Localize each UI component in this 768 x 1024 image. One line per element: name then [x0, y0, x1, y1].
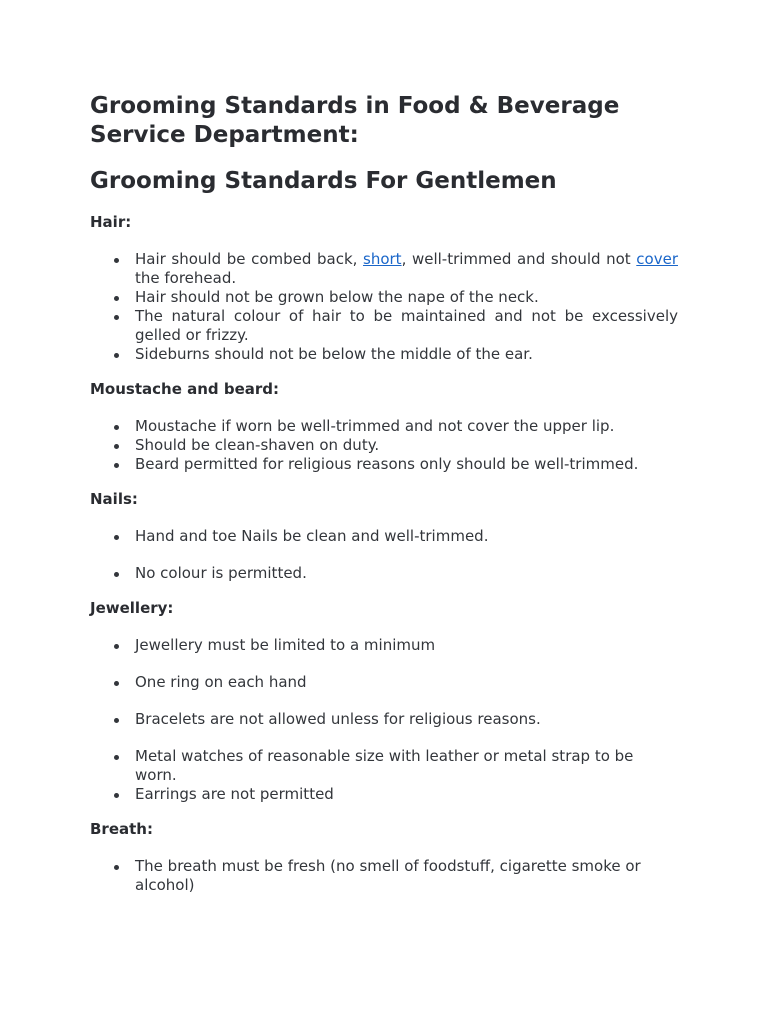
list-item-text: Hair should be combed back, [135, 250, 364, 268]
document-body [90, 92, 678, 895]
list-item: Beard permitted for religious reasons only should be well-trimmed. [135, 455, 678, 474]
list-item: Bracelets are not allowed unless for religious reasons. [135, 710, 678, 729]
list-item: One ring on each hand [135, 673, 678, 692]
jewellery-list [90, 636, 678, 804]
list-item: Jewellery must be limited to a minimum [135, 636, 678, 655]
list-item: Metal watches of reasonable size with leather or metal strap to be worn. [135, 747, 678, 785]
link-short[interactable]: short [363, 250, 402, 268]
page-title: Grooming Standards in Food & Beverage Service Department: [90, 93, 620, 148]
list-item-text: , well-trimmed and should not [401, 250, 637, 268]
link-cover[interactable]: cover [636, 250, 678, 268]
list-item: Moustache if worn be well-trimmed and not cover the upper lip. [135, 417, 678, 436]
section-heading-nails: Nails: [90, 490, 138, 508]
list-item-text: the forehead. [135, 269, 237, 287]
hair-list [90, 250, 678, 364]
nails-list [90, 527, 678, 583]
list-item: The natural colour of hair to be maintained and not be excessively gelled or frizzy. [135, 307, 678, 344]
breath-list [90, 857, 678, 895]
page-subtitle: Grooming Standards For Gentlemen [90, 168, 557, 194]
list-item [135, 250, 678, 288]
section-heading-jewellery: Jewellery: [90, 599, 174, 617]
moustache-list [90, 417, 678, 474]
list-item: Sideburns should not be below the middle of the ear. [135, 345, 678, 364]
list-item: Should be clean-shaven on duty. [135, 436, 678, 455]
list-item: Earrings are not permitted [135, 785, 678, 804]
section-heading-hair: Hair: [90, 213, 132, 231]
list-item: Hair should not be grown below the nape of the neck. [135, 288, 678, 307]
list-item: The breath must be fresh (no smell of foodstuff, cigarette smoke or alcohol) [135, 857, 678, 895]
list-item: No colour is permitted. [135, 564, 678, 583]
section-heading-moustache: Moustache and beard: [90, 380, 280, 398]
section-heading-breath: Breath: [90, 820, 153, 838]
list-item: Hand and toe Nails be clean and well-trimmed. [135, 527, 678, 546]
